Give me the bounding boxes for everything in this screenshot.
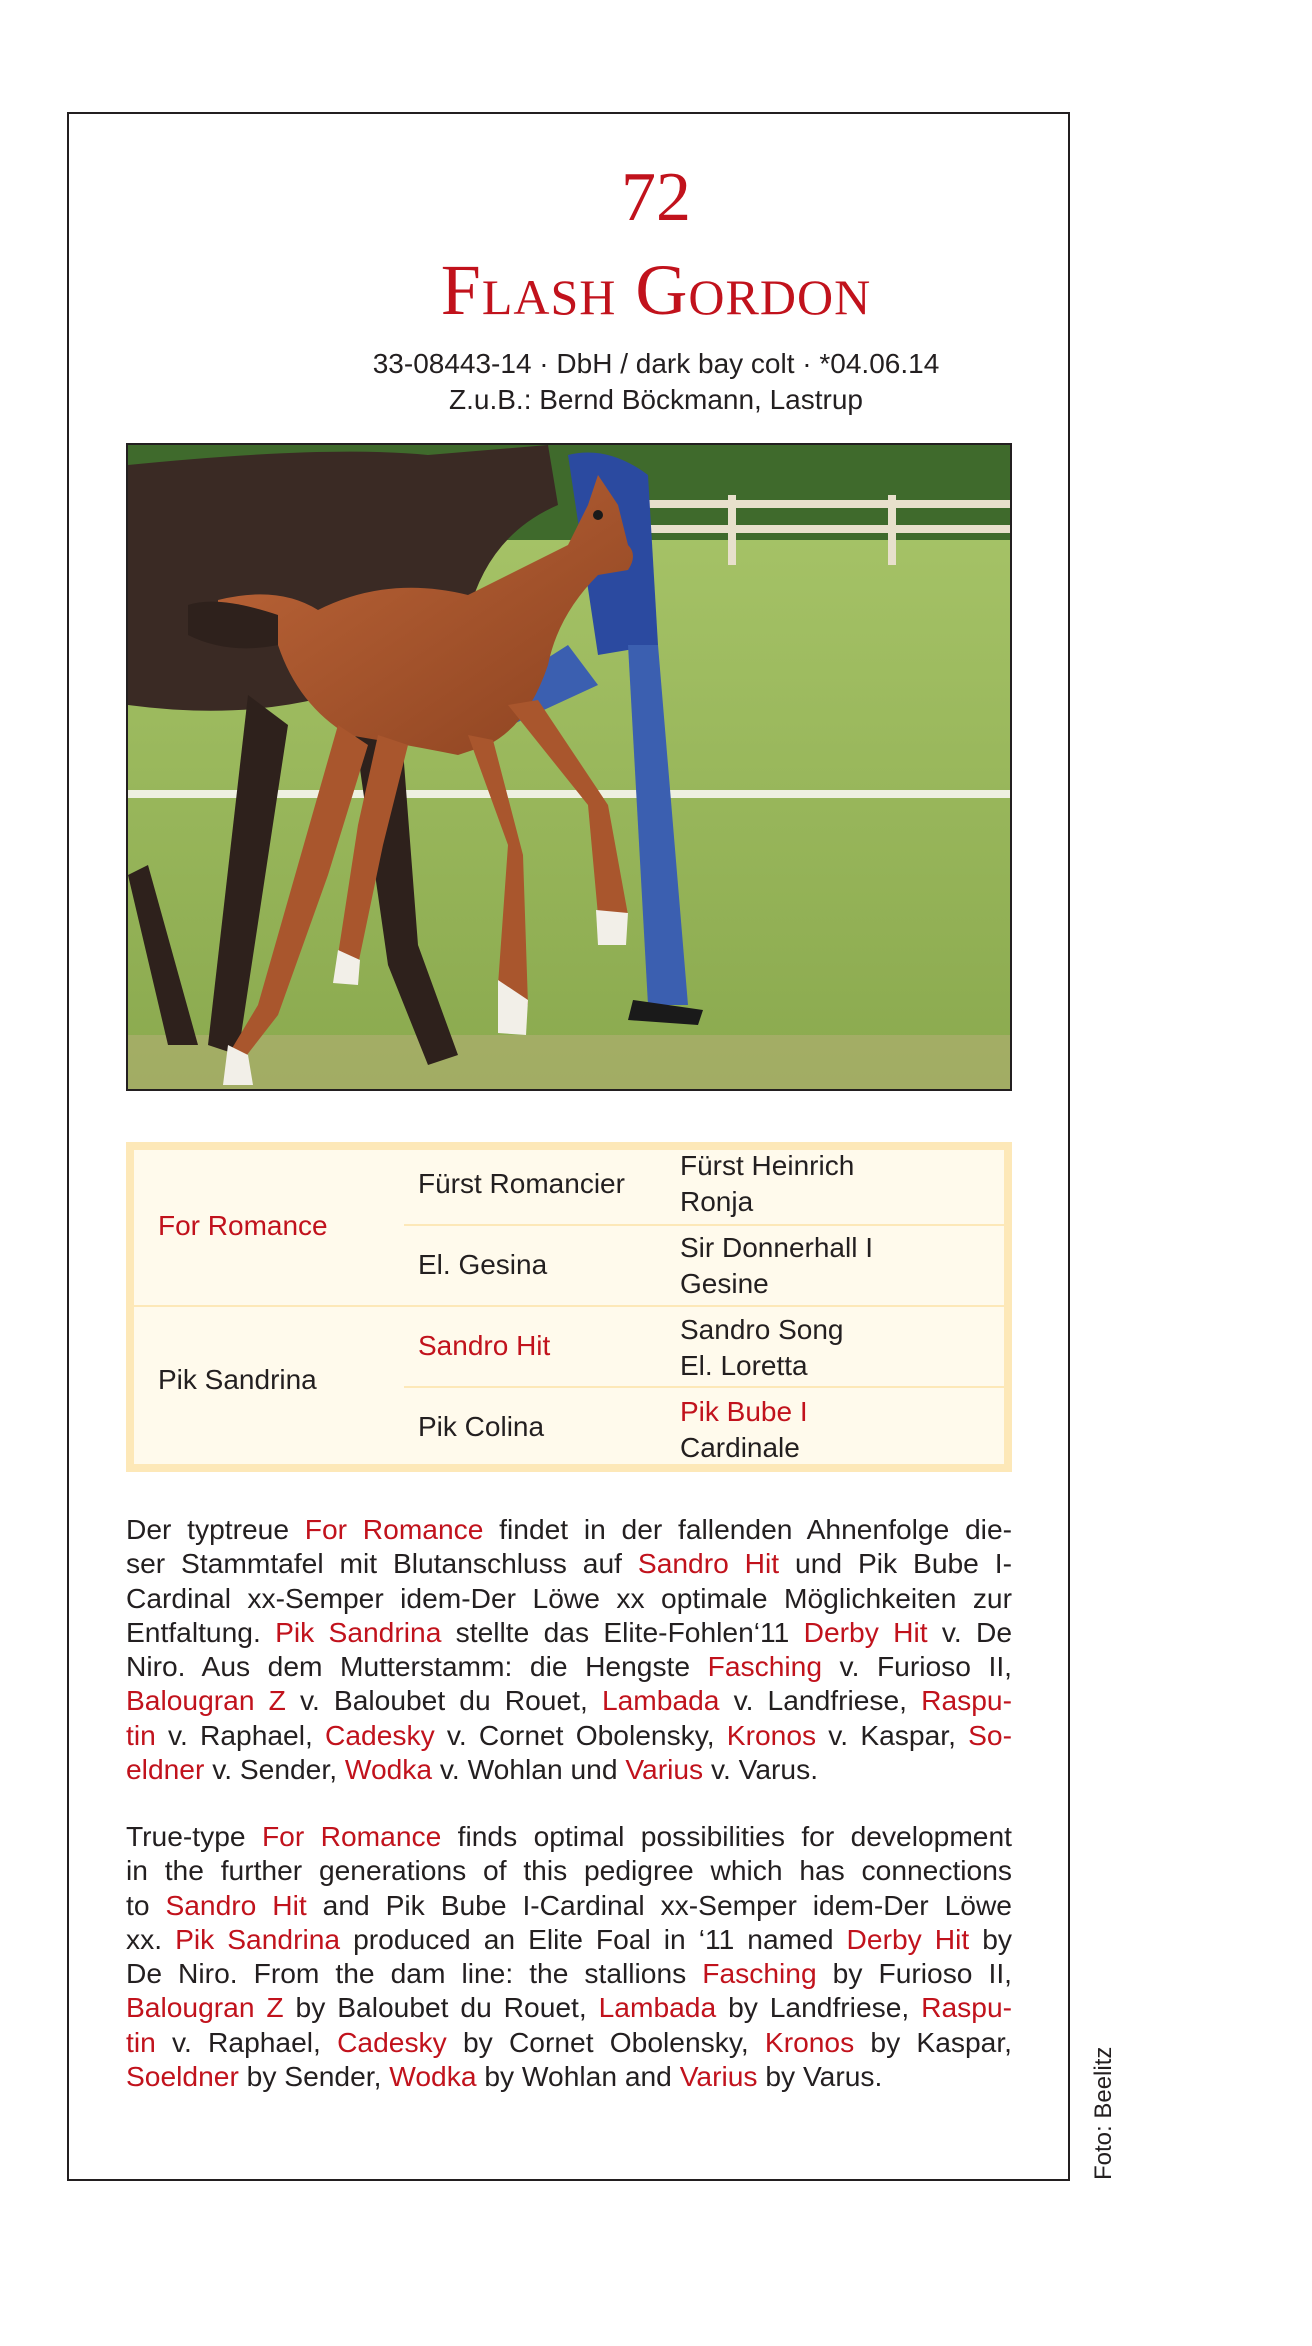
breeder-line: Z.u.B.: Bernd Böckmann, Lastrup — [449, 384, 863, 415]
text-segment: by Sender, — [238, 2060, 390, 2093]
text-segment: to — [126, 1888, 166, 1921]
foal-photo — [126, 443, 1012, 1091]
text-segment: findet in der fallenden Ahnenfolge die- — [483, 1513, 1013, 1545]
horse-name-highlight: For Romance — [261, 1820, 442, 1852]
pedigree-sd-dam: Gesine — [680, 1268, 769, 1299]
text-segment: by — [969, 1922, 1013, 1955]
text-line — [126, 1990, 1012, 2024]
horse-name-highlight: Raspu- — [921, 1991, 1013, 2024]
horse-name-highlight: Balougran Z — [126, 1991, 284, 2024]
pedigree-dd-dam: Cardinale — [680, 1432, 800, 1463]
text-segment: v. De — [927, 1615, 1013, 1648]
horse-name-highlight: Derby Hit — [803, 1615, 928, 1648]
text-segment: and Pik Bube I-Cardinal xx-Semper idem-Der Löwe — [306, 1888, 1012, 1921]
horse-name-highlight: tin — [126, 2025, 156, 2058]
pedigree-ss-dam: Ronja — [680, 1186, 754, 1217]
horse-name-highlight: Fasching — [702, 1957, 817, 1990]
pedigree-sd-sire: Sir Donnerhall I — [680, 1232, 873, 1263]
text-segment: und Pik Bube I- — [779, 1547, 1012, 1580]
pedigree-sire-dam: El. Gesina — [418, 1249, 548, 1280]
text-segment: ser Stammtafel mit Blutanschluss auf — [126, 1547, 638, 1580]
pedigree-dam-sire: Sandro Hit — [418, 1330, 551, 1361]
horse-name-highlight: tin — [126, 1718, 156, 1751]
text-line — [126, 1853, 1012, 1887]
pedigree-divider — [134, 1305, 1004, 1307]
text-line — [126, 2025, 1012, 2059]
horse-name-highlight: Kronos — [764, 2025, 855, 2058]
lot-number: 72 — [621, 159, 691, 236]
text-segment: v. Wohlan und — [432, 1753, 626, 1786]
text-segment: by Cornet Obolensky, — [446, 2025, 765, 2058]
horse-name-highlight: Pik Sandrina — [175, 1922, 341, 1955]
text-segment: by Baloubet du Rouet, — [283, 1991, 599, 2024]
text-line — [126, 1581, 1012, 1615]
pedigree-divider — [404, 1224, 1004, 1226]
text-segment: xx. — [126, 1922, 176, 1955]
pedigree-dd-sire: Pik Bube I — [680, 1396, 808, 1427]
text-line — [126, 1512, 1012, 1546]
pedigree-divider — [404, 1386, 1004, 1388]
text-line — [126, 1888, 1012, 1922]
text-segment: v. Sender, — [204, 1753, 345, 1786]
horse-name-highlight: Balougran Z — [126, 1684, 286, 1717]
text-segment: by Wohlan and — [476, 2060, 680, 2093]
horse-name-highlight: Kronos — [726, 1718, 817, 1751]
text-segment: Niro. Aus dem Mutterstamm: die Hengste — [126, 1650, 708, 1683]
horse-name-highlight: Varius — [679, 2060, 758, 2093]
pedigree-table — [126, 1142, 1012, 1472]
text-segment: v. Landfriese, — [719, 1684, 922, 1717]
text-segment: stellte das Elite-Fohlen‘11 — [441, 1615, 804, 1648]
pedigree-dam: Pik Sandrina — [158, 1364, 317, 1395]
pedigree-ss-sire: Fürst Heinrich — [680, 1150, 855, 1181]
horse-name-highlight: Fasching — [707, 1650, 822, 1683]
horse-name: Flash Gordon — [440, 250, 872, 330]
text-line — [126, 1718, 1012, 1752]
text-line — [126, 1615, 1012, 1649]
horse-name-highlight: Lambada — [601, 1684, 720, 1717]
text-line — [126, 1649, 1012, 1683]
horse-name-highlight: Sandro Hit — [165, 1888, 307, 1921]
text-segment: v. Raphael, — [155, 2025, 338, 2058]
horse-name-highlight: Derby Hit — [846, 1922, 970, 1955]
text-segment: v. Baloubet du Rouet, — [285, 1684, 602, 1717]
description-german — [126, 1512, 1012, 1786]
registration-line: 33-08443-14 · DbH / dark bay colt · *04.06.14 — [372, 348, 940, 379]
text-segment: Cardinal xx-Semper idem-Der Löwe xx optimale Möglichkeiten zur — [126, 1581, 1012, 1614]
text-line — [126, 2059, 1012, 2093]
text-segment: v. Cornet Obolensky, — [434, 1718, 727, 1751]
text-segment: Entfaltung. — [126, 1615, 276, 1648]
pedigree-dam-dam: Pik Colina — [418, 1411, 545, 1442]
text-segment: De Niro. From the dam line: the stallions — [126, 1957, 703, 1990]
horse-name-highlight: Raspu- — [921, 1684, 1012, 1717]
text-segment: v. Kaspar, — [816, 1718, 969, 1751]
pedigree-ds-dam: El. Loretta — [680, 1350, 808, 1381]
pedigree-sire-sire: Fürst Romancier — [418, 1168, 625, 1199]
pedigree-sire: For Romance — [158, 1210, 328, 1241]
text-segment: by Varus. — [757, 2060, 883, 2093]
text-segment: finds optimal possibilities for development — [441, 1820, 1012, 1852]
horse-name-highlight: Cadesky — [337, 2025, 447, 2058]
text-segment: v. Raphael, — [155, 1718, 326, 1751]
text-segment: by Landfriese, — [716, 1991, 922, 2024]
horse-name-highlight: Cadesky — [325, 1718, 435, 1751]
text-line — [126, 1752, 1012, 1786]
description-english — [126, 1819, 1012, 2093]
text-segment: True-type — [126, 1820, 262, 1852]
text-line — [126, 1819, 1012, 1853]
text-segment: in the further generations of this pedigree which has connections — [126, 1854, 1012, 1887]
horse-name-highlight: For Romance — [304, 1513, 484, 1545]
text-line — [126, 1922, 1012, 1956]
photo-credit: Foto: Beelitz — [1090, 2046, 1117, 2180]
pedigree-inner — [134, 1150, 1004, 1464]
text-segment: Der typtreue — [126, 1513, 305, 1545]
horse-name-highlight: Varius — [625, 1753, 704, 1786]
horse-name-highlight: Wodka — [389, 2060, 477, 2093]
horse-name-highlight: Soeldner — [126, 2060, 239, 2093]
text-segment: by Furioso II, — [816, 1957, 1012, 1990]
horse-name-highlight: Sandro Hit — [637, 1547, 780, 1580]
text-line — [126, 1956, 1012, 1990]
text-line — [126, 1546, 1012, 1580]
pedigree-ds-sire: Sandro Song — [680, 1314, 844, 1345]
text-line — [126, 1683, 1012, 1717]
text-segment: v. Varus. — [703, 1753, 819, 1786]
horse-name-highlight: Pik Sandrina — [275, 1615, 442, 1648]
horse-name-highlight: Lambada — [598, 1991, 717, 2024]
text-segment: produced an Elite Foal in ‘11 named — [340, 1922, 847, 1955]
horse-name-highlight: Wodka — [344, 1753, 433, 1786]
text-segment: v. Furioso II, — [822, 1650, 1013, 1683]
horse-name-highlight: So- — [968, 1718, 1012, 1751]
text-segment: by Kaspar, — [854, 2025, 1012, 2058]
horse-name-highlight: eldner — [126, 1753, 205, 1786]
